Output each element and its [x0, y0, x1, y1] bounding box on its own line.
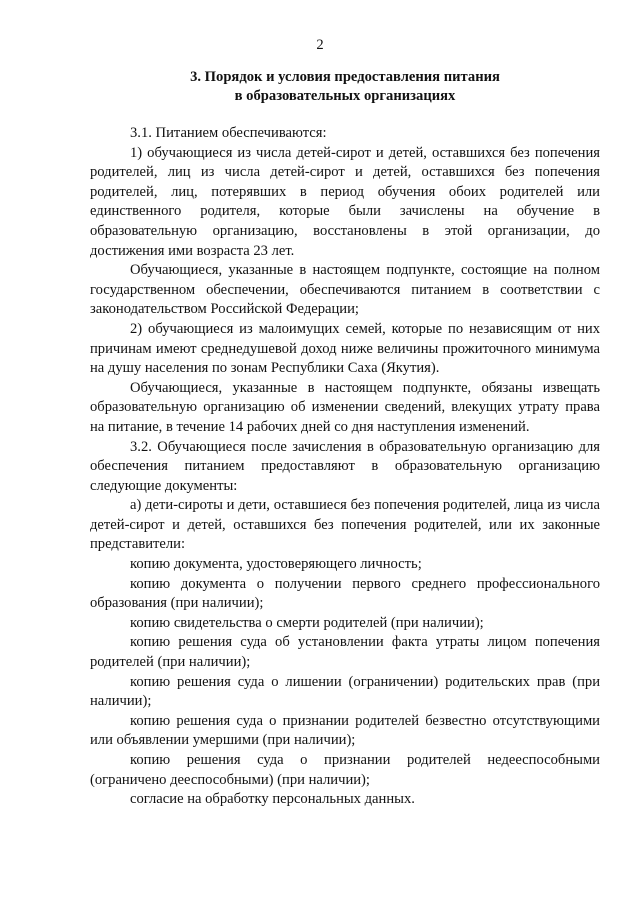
list-item-personal-data-consent: согласие на обработку персональных данных.	[130, 791, 415, 808]
section-title	[90, 68, 600, 106]
list-item-court-missing-deceased: копию решения суда о признании родителей безвестно отсутствующими или объявлении умершими (при наличии);	[90, 712, 600, 749]
paragraph-item-1-note: Обучающиеся, указанные в настоящем подпункте, состоящие на полном государственном обеспечении, обеспечиваются питанием в соответствии с законодательством Российской Федерации;	[90, 262, 600, 318]
page-number: 2	[316, 37, 324, 53]
list-item-education-document: копию документа о получении первого среднего профессионального образования (при наличии);	[90, 575, 600, 612]
paragraph-item-2: 2) обучающиеся из малоимущих семей, которые по независящим от них причинам имеют среднедушевой доход ниже величины прожиточного минимума на душу населения по зонам Республики Саха (Якутия).	[90, 320, 600, 377]
paragraph-3-1: 3.1. Питанием обеспечиваются:	[130, 125, 327, 141]
document-body	[90, 124, 600, 810]
paragraph-3-2: 3.2. Обучающиеся после зачисления в образовательную организацию для обеспечения питанием предоставляют в образовательную организацию следующие документы:	[90, 438, 600, 494]
paragraph-item-a: а) дети-сироты и дети, оставшиеся без попечения родителей, лица из числа детей-сирот и детей, оставшихся без попечения родителей, или их законные представители:	[90, 497, 600, 553]
list-item-court-deprivation-rights: копию решения суда о лишении (ограничении) родительских прав (при наличии);	[90, 673, 600, 710]
paragraph-item-1: 1) обучающиеся из числа детей-сирот и детей, оставшихся без попечения родителей, лиц из числа детей-сирот и детей, оставшихся без попечения родителей, лиц, потерявших в период обучения обоих родителей или единственного родителя, которые были зачислены на обучение в образовательную организацию, восстановлены в этой организации, до достижения ими возраста 23 лет.	[90, 144, 600, 259]
list-item-identity-document: копию документа, удостоверяющего личность;	[130, 556, 422, 573]
section-title-line-2: в образовательных организациях	[234, 88, 456, 104]
paragraph-item-2-note: Обучающиеся, указанные в настоящем подпункте, обязаны извещать образовательную организацию об изменении сведений, влекущих утрату права на питание, в течение 14 рабочих дней со дня наступления изменений.	[90, 379, 600, 435]
section-title-line-1: 3. Порядок и условия предоставления питания	[190, 69, 500, 85]
list-item-court-incapacity: копию решения суда о признании родителей недееспособными (ограничено дееспособными) (при наличии);	[90, 752, 600, 788]
list-item-court-loss-of-care: копию решения суда об установлении факта утраты лицом попечения родителей (при наличии);	[90, 634, 600, 671]
list-item-death-certificate: копию свидетельства о смерти родителей (при наличии);	[130, 614, 484, 631]
